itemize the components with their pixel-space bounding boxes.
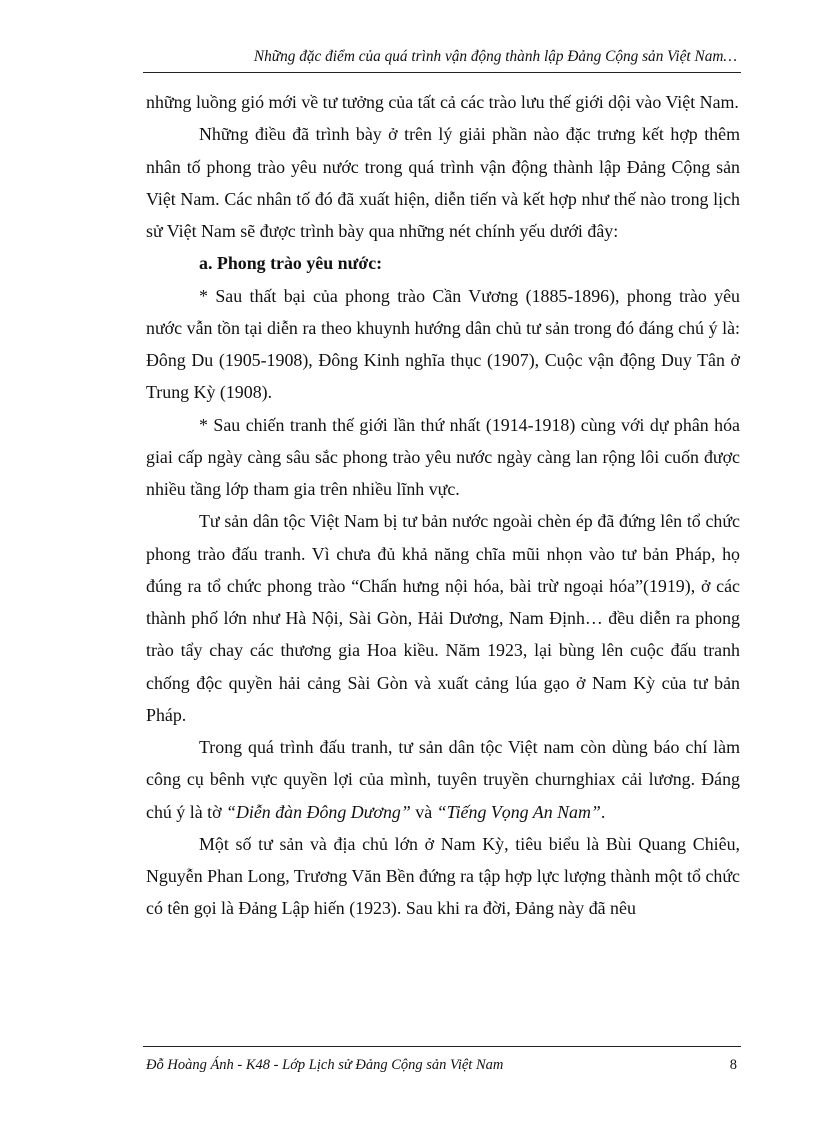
paragraph-7: Một số tư sản và địa chủ lớn ở Nam Kỳ, tiêu biểu là Bùi Quang Chiêu, Nguyễn Phan Long, Trương Văn Bền đứng ra tập hợp lực lượng thành một tổ chức có tên gọi là Đảng Lập hiến (1923). Sau khi ra đời, Đảng này đã nêu: [146, 833, 740, 919]
page-number: 8: [729, 1057, 737, 1073]
footer-divider: [143, 1046, 741, 1047]
paragraph-6-end: .: [600, 801, 606, 822]
paragraph-5: Tư sản dân tộc Việt Nam bị tư bản nước ngoài chèn ép đã đứng lên tổ chức phong trào đấu tranh. Vì chưa đủ khả năng chĩa mũi nhọn vào tư bản Pháp, họ đúng ra tổ chức phong trào “Chấn hưng nội hóa, bài trừ ngoại hóa”(1919), ở các thành phố lớn như Hà Nội, Sài Gòn, Hải Dương, Nam Định… đều diễn ra phong trào tẩy chay các thương gia Hoa kiều. Năm 1923, lại bùng lên cuộc đấu tranh chống độc quyền hải cảng Sài Gòn và xuất cảng lúa gạo ở Nam Kỳ của tư bản Pháp.: [146, 511, 740, 725]
paragraph-6: [146, 731, 740, 828]
paragraph-3: * Sau thất bại của phong trào Cần Vương (1885-1896), phong trào yêu nước vẫn tồn tại diễn ra theo khuynh hướng dân chủ tư sản trong đó đáng chú ý là: Đông Du (1905-1908), Đông Kinh nghĩa thục (1907), Cuộc vận động Duy Tân ở Trung Kỳ (1908).: [146, 285, 740, 403]
body-text: [146, 86, 740, 925]
paragraph-6-conj: và: [410, 801, 437, 822]
footer-author: Đỗ Hoàng Ánh - K48 - Lớp Lịch sử Đảng Cộng sản Việt Nam: [146, 1057, 504, 1073]
paragraph-6-text: Trong quá trình đấu tranh, tư sản dân tộc Việt nam còn dùng báo chí làm công cụ bênh vực quyền lợi của mình, tuyên truyền churnghiax cải lương. Đáng chú ý là tờ: [146, 737, 740, 822]
running-header: Những đặc điểm của quá trình vận động thành lập Đảng Cộng sản Việt Nam…: [253, 48, 737, 65]
paragraph-2: Những điều đã trình bày ở trên lý giải phần nào đặc trưng kết hợp thêm nhân tố phong trào yêu nước trong quá trình vận động thành lập Đảng Cộng sản Việt Nam. Các nhân tố đó đã xuất hiện, diễn tiến và kết hợp như thế nào trong lịch sử Việt Nam sẽ được trình bày qua những nét chính yếu dưới đây:: [146, 124, 740, 241]
paragraph-1: những luồng gió mới về tư tưởng của tất cả các trào lưu thế giới dội vào Việt Nam.: [146, 92, 739, 112]
newspaper-title-1: “Diễn đàn Đông Dương”: [226, 801, 411, 822]
newspaper-title-2: “Tiếng Vọng An Nam”: [436, 801, 601, 822]
section-heading: a. Phong trào yêu nước:: [199, 253, 383, 274]
paragraph-4: * Sau chiến tranh thế giới lần thứ nhất (1914-1918) cùng với dự phân hóa giai cấp ngày càng sâu sắc phong trào yêu nước ngày càng lan rộng lôi cuốn được nhiều tầng lớp tham gia trên nhiều lĩnh vực.: [146, 414, 740, 499]
header-divider: [143, 72, 741, 73]
